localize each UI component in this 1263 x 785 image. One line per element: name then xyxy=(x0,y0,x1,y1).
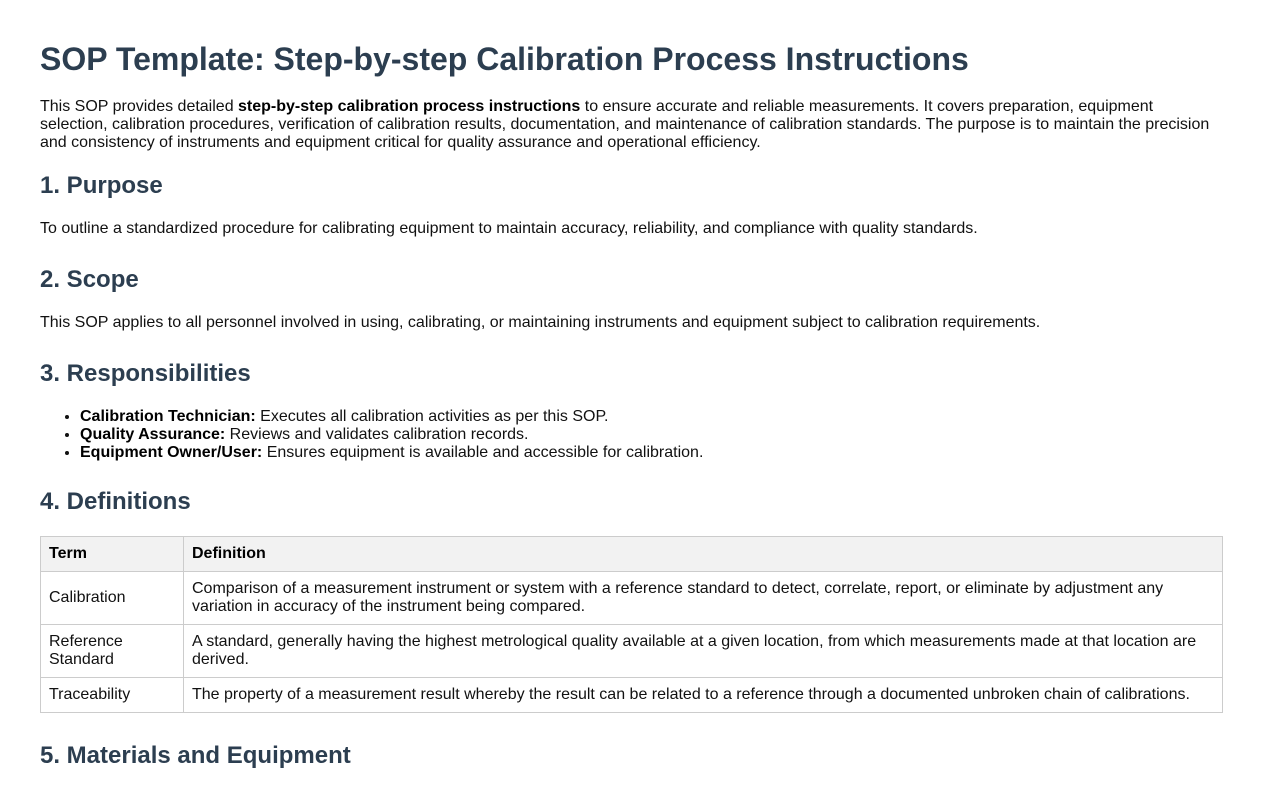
role-description: Executes all calibration activities as per this SOP. xyxy=(255,408,609,425)
definitions-table xyxy=(40,536,1223,713)
list-item xyxy=(80,426,1223,444)
role-label: Calibration Technician: xyxy=(80,408,256,425)
role-label: Equipment Owner/User: xyxy=(80,444,263,461)
section-heading-materials: 5. Materials and Equipment xyxy=(40,742,351,769)
column-header-definition: Definition xyxy=(184,537,1223,572)
section-heading-responsibilities: 3. Responsibilities xyxy=(40,360,251,387)
table-row xyxy=(41,678,1223,713)
table-row xyxy=(41,625,1223,678)
section-heading-scope: 2. Scope xyxy=(40,266,139,293)
definition-cell: Comparison of a measurement instrument or system with a reference standard to detect, correlate, report, or eliminate by adjustment any variation in accuracy of the instrument being compared. xyxy=(184,572,1223,625)
page-title: SOP Template: Step-by-step Calibration Process Instructions xyxy=(40,41,969,77)
table-row xyxy=(41,572,1223,625)
role-label: Quality Assurance: xyxy=(80,426,226,443)
intro-paragraph xyxy=(40,98,1223,152)
intro-lead: This SOP provides detailed xyxy=(40,98,239,115)
term-cell: Traceability xyxy=(41,678,184,713)
scope-text: This SOP applies to all personnel involved in using, calibrating, or maintaining instruments and equipment subject to calibration requirements. xyxy=(40,314,1041,331)
section-heading-definitions: 4. Definitions xyxy=(40,488,191,515)
intro-bold-text: step-by-step calibration process instructions xyxy=(238,98,581,115)
section-heading-purpose: 1. Purpose xyxy=(40,172,163,199)
definition-cell: The property of a measurement result whereby the result can be related to a reference through a documented unbroken chain of calibrations. xyxy=(184,678,1223,713)
definition-cell: A standard, generally having the highest metrological quality available at a given location, from which measurements made at that location are derived. xyxy=(184,625,1223,678)
term-cell: Calibration xyxy=(41,572,184,625)
table-header-row xyxy=(41,537,1223,572)
term-cell: Reference Standard xyxy=(41,625,184,678)
list-item xyxy=(80,408,1223,426)
role-description: Ensures equipment is available and accessible for calibration. xyxy=(262,444,704,461)
responsibilities-list xyxy=(40,408,1223,462)
list-item xyxy=(80,444,1223,462)
intro-rest: to ensure accurate and reliable measurements. It covers preparation, equipment selection, calibration procedures, verification of calibration results, documentation, and maintenance of calibration standards. The purpose is to maintain the precision and consistency of instruments and equipment critical for quality assurance and operational efficiency. xyxy=(40,98,1210,151)
role-description: Reviews and validates calibration records. xyxy=(225,426,529,443)
purpose-text: To outline a standardized procedure for calibrating equipment to maintain accuracy, reliability, and compliance with quality standards. xyxy=(40,220,978,237)
column-header-term: Term xyxy=(41,537,184,572)
